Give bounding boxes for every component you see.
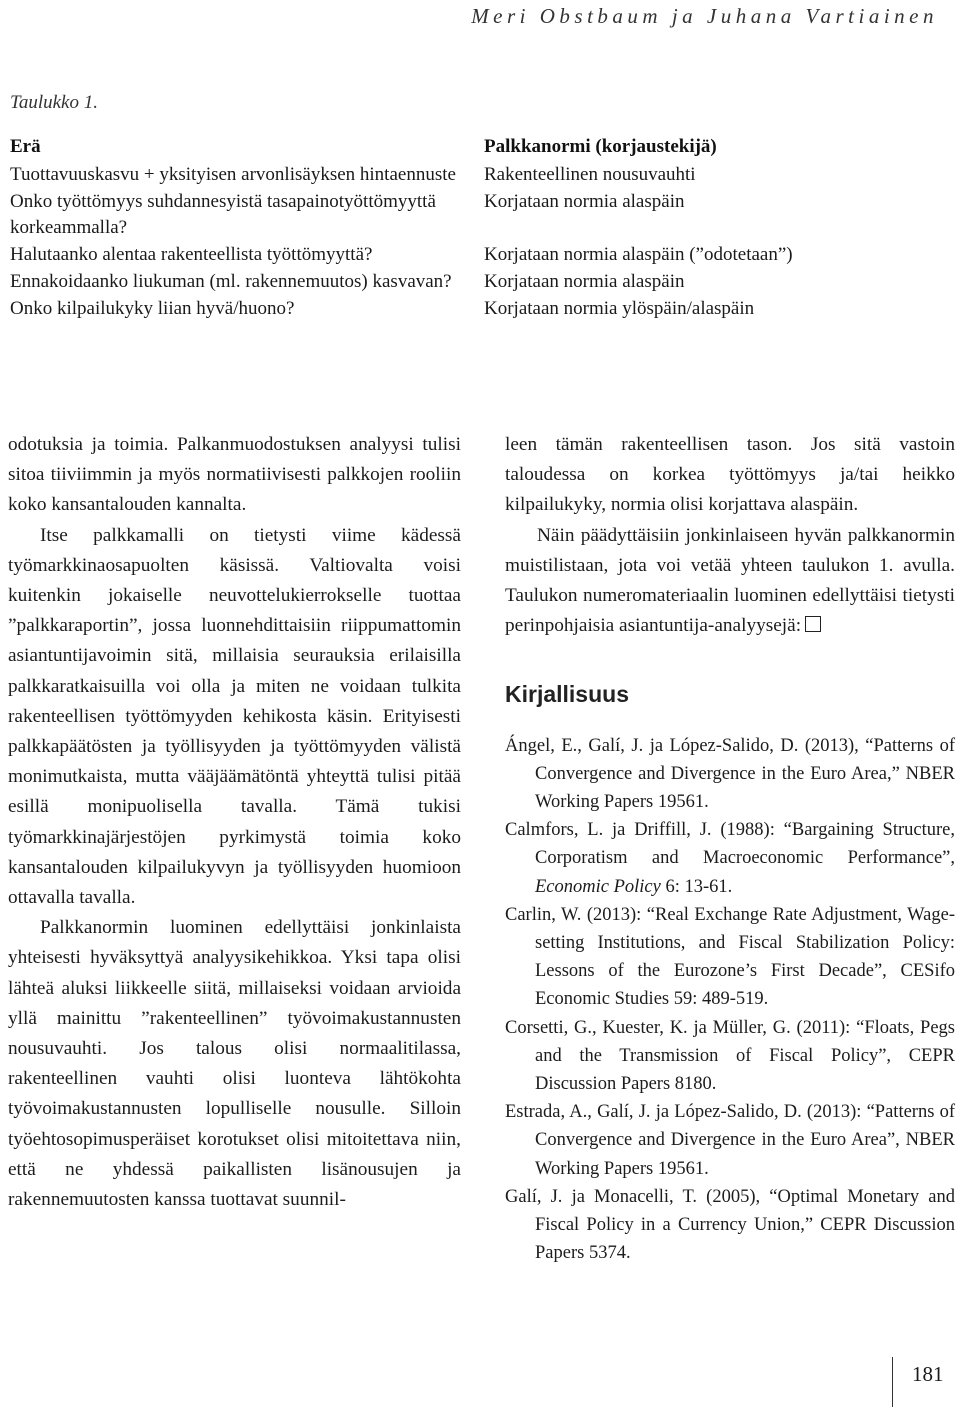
body-paragraph: leen tämän rakenteellisen tason. Jos sitä vastoin taloudessa on korkea työttömyys ja/tai heikko kilpailukyky, normia olisi korjattava alaspäin. [505,434,955,516]
reference-item: Corsetti, G., Kuester, K. ja Müller, G. (2011): “Floats, Pegs and the Transmission of Fiscal Policy”, CEPR Discussion Papers 8180. [505,1017,955,1095]
table-row [10,296,950,323]
table-header-row [10,134,950,162]
reference-item: Carlin, W. (2013): “Real Exchange Rate Adjustment, Wage-setting Institutions, and Fiscal Stabilization Policy: Lessons of the Eurozone’s First Decade”, CESifo Economic Studies 59: 489-519. [505,904,955,1010]
right-column [505,430,955,1267]
section-title: Kirjallisuus [505,681,629,708]
table-row [10,269,950,296]
table-row [10,189,950,242]
reference-list [505,732,955,1268]
table-row [10,162,950,189]
table-cell: Onko työttömyys suhdannesyistä tasapainotyöttömyyttä korkeammalla? [10,191,436,238]
table-row [10,242,950,269]
table-cell: Halutaanko alentaa rakenteellista työttömyyttä? [10,244,373,265]
left-column [8,430,461,1215]
reference-text: 6: 13-61. [660,876,733,897]
running-head: Meri Obstbaum ja Juhana Vartiainen [471,4,938,28]
table-cell: Korjataan normia ylöspäin/alaspäin [484,298,755,319]
table-header-cell: Palkkanormi (korjaustekijä) [484,136,717,157]
body-paragraph: Itse palkkamalli on tietysti viime kädessä työmarkkinaosapuolten käsissä. Valtiovalta voisi kuitenkin jokaiselle neuvottelukierrokselle tuottaa ”palkkaraportin”, jossa luonnehdittaisiin riippumattomin asiantuntijavoimin sitä, millaisia seurauksia erilaisilla palkkaratkaisuilla voi olla ja miten ne voidaan tulkita rakenteellisen työttömyyden kehikosta käsin. Erityisesti palkkapäätösten ja työllisyyden ja työttömyyden välistä monimutkaista, mutta vääjäämätöntä yhteyttä tulisi pitää esillä monipuolisella tavalla. Tämä tukisi työmarkkinajärjestöjen pyrkimystä toimia koko kansantalouden kilpailukyvyn ja työllisyyden huomioon ottavalla tavalla. [8,524,461,909]
reference-item: Galí, J. ja Monacelli, T. (2005), “Optimal Monetary and Fiscal Policy in a Currency Union,” CEPR Discussion Papers 5374. [505,1186,955,1264]
table-cell: Korjataan normia alaspäin (”odotetaan”) [484,244,793,265]
body-paragraph: odotuksia ja toimia. Palkanmuodostuksen analyysi tulisi sitoa tiiviimmin ja myös normatiivisesti palkkojen rooliin koko kansantalouden kannalta. [8,434,461,516]
page-number: 181 [912,1362,944,1386]
page-number-divider [892,1357,893,1407]
body-paragraph: Palkkanormin luominen edellyttäisi jonkinlaista yhteisesti hyväksyttyä analyysikehikkoa. Yksi tapa olisi lähteä aluksi liikkeelle siitä, millaiseksi voidaan arvioida yllä mainittu ”rakenteellinen” työvoimakustannusten nousuvauhti. Jos talous olisi normaalitilassa, rakenteellinen vauhti olisi luonteva lähtökohta työvoimakustannusten lopulliselle nousulle. Silloin työehtosopimusperäiset korotukset olisi mitoitettava niin, että ne yhdessä paikallisten lisänousujen ja rakennemuutosten kanssa tuottavat suunnil- [8,917,461,1211]
table-caption: Taulukko 1. [10,92,98,113]
table-1 [10,134,950,323]
table-cell: Rakenteellinen nousuvauhti [484,164,696,185]
reference-journal: Economic Policy [535,876,661,897]
reference-item [505,816,955,901]
reference-item: Ángel, E., Galí, J. ja López-Salido, D. (2013), “Patterns of Convergence and Divergence in the Euro Area,” NBER Working Papers 19561. [505,735,955,813]
table-cell: Onko kilpailukyky liian hyvä/huono? [10,298,295,319]
reference-text: Calmfors, L. ja Driffill, J. (1988): “Bargaining Structure, Corporatism and Macroeconomic Performance”, [505,820,955,869]
table-header-cell: Erä [10,136,41,157]
reference-item: Estrada, A., Galí, J. ja López-Salido, D. (2013): “Patterns of Convergence and Divergence in the Euro Area”, NBER Working Papers 19561. [505,1102,955,1179]
table-cell: Korjataan normia alaspäin [484,191,685,212]
body-paragraph [505,521,955,642]
end-of-article-square-icon [805,616,821,632]
table-cell: Ennakoidaanko liukuman (ml. rakennemuutos) kasvavan? [10,271,452,292]
body-paragraph-text: Näin päädyttäisiin jonkinlaiseen hyvän palkkanormin muistilistaan, jota voi vetää yhteen taulukon 1. avulla. Taulukon numeromateriaalin luominen edellyttäisi tietysti perinpohjaisia asiantuntija-analyysejä: [505,524,955,637]
table-cell: Korjataan normia alaspäin [484,271,685,292]
table-cell: Tuottavuuskasvu + yksityisen arvonlisäyksen hintaennuste [10,164,456,185]
